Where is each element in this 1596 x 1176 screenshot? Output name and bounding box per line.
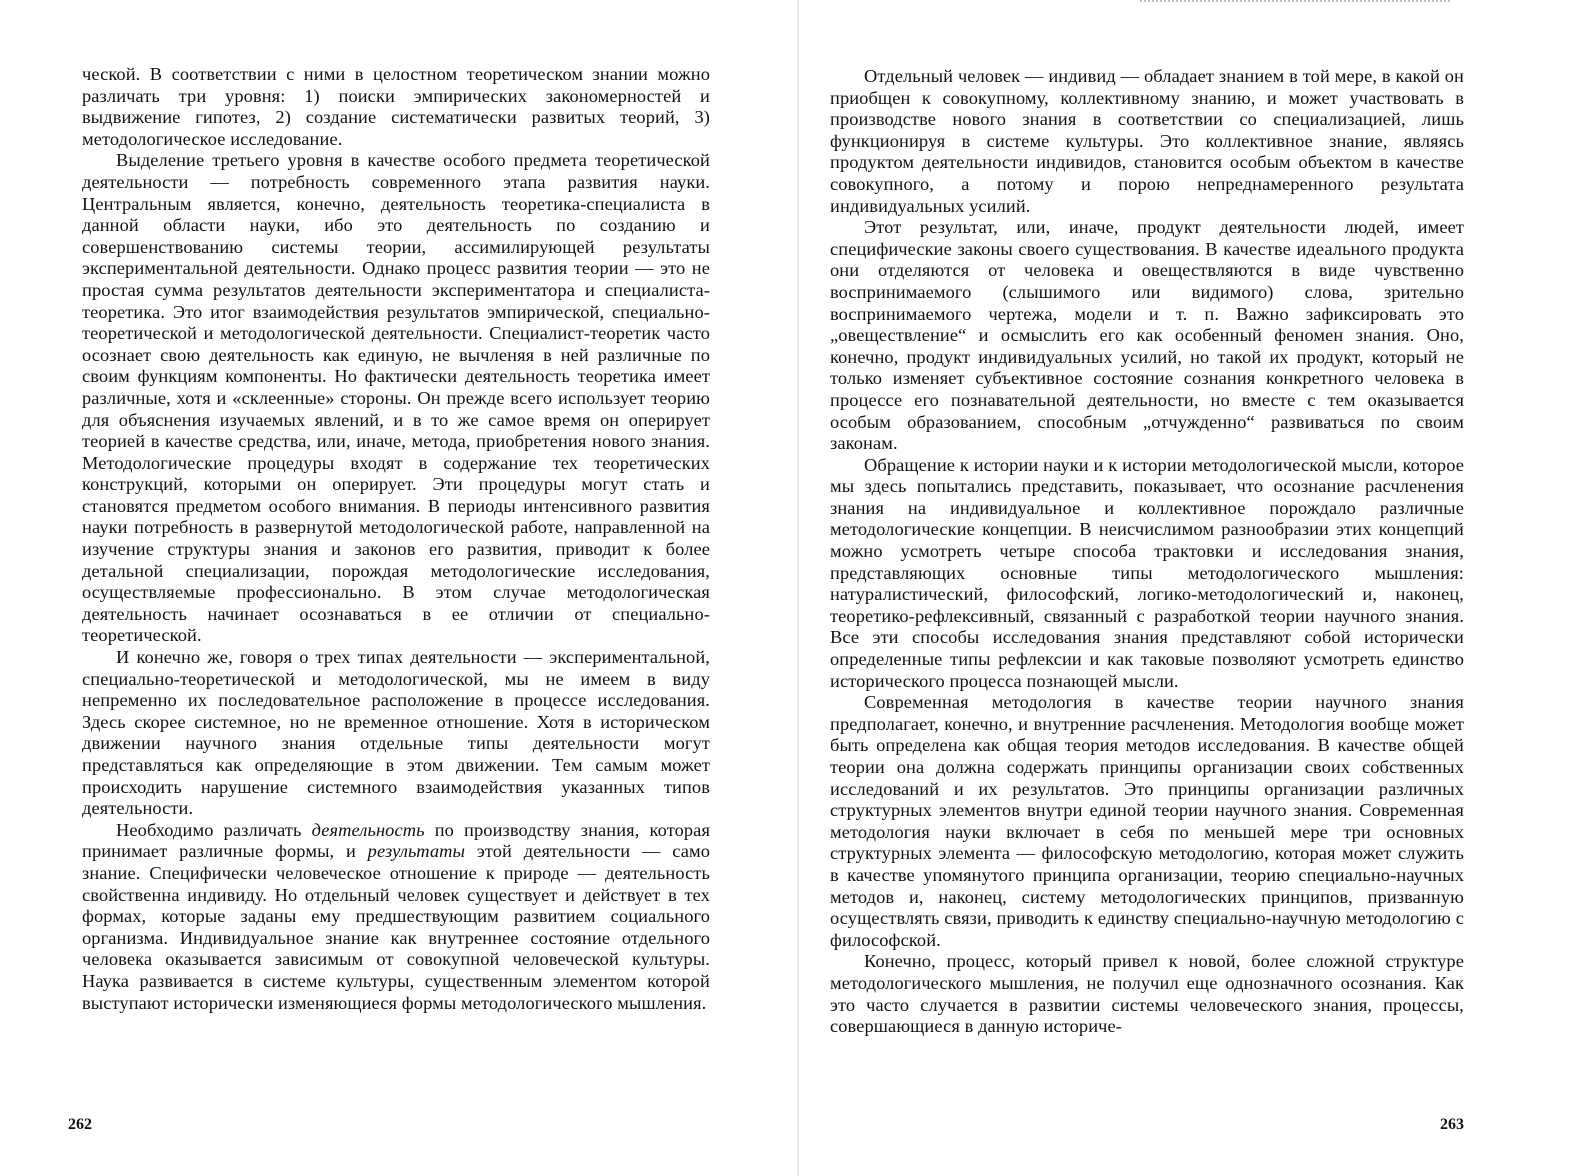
paragraph: Отдельный человек — индивид — обладает знанием в той мере, в какой он приобщен к совокупному, коллективному знанию, и может участвовать в производстве нового знания в соответствии со специализацией, лишь функционируя в системе культуры. Это коллективное знание, являясь продуктом деятельности индивидов, становится особым объектом в качестве совокупного, а потому и порою непреднамеренного результата индивидуальных усилий.: [830, 66, 1464, 216]
paragraph: Конечно, процесс, который привел к новой, более сложной структуре методологического мышления, не получил еще однозначного осознания. Как это часто случается в развитии системы человеческого знания, процессы, совершающиеся в данную историче-: [830, 951, 1464, 1037]
paragraph: Обращение к истории науки и к истории методологической мысли, которое мы здесь попытались представить, показывает, что осознание расчленения знания на индивидуальное и коллективное порождало различные методологические концепции. В неисчислимом разнообразии этих концепций можно усмотреть четыре способа трактовки и исследования знания, представляющих основные типы методологического мышления: натуралистический, философский, логико-методологический и, наконец, теоретико-рефлексивный, связанный с разработкой теории научного знания. Все эти способы исследования знания представляют собой исторически определенные типы рефлексии и как таковые позволяют усмотреть единство исторического процесса познающей мысли.: [830, 454, 1464, 691]
paragraph: Выделение третьего уровня в качестве особого предмета теоретической деятельности — потребность современного этапа развития науки. Центральным является, конечно, деятельность теоретика-специалиста в данной области науки, ибо это деятельность по созданию и совершенствованию системы теории, ассимилирующей результаты экспериментальной деятельности. Однако процесс развития теории — это не простая сумма результатов деятельности экспериментатора и специалиста-теоретика. Это итог взаимодействия результатов эмпирической, специально-теоретической и методологической деятельности. Специалист-теоретик часто осознает свою деятельность как единую, не вычленяя в ней различные по своим функциям компоненты. Но фактически деятельность теоретика имеет различные, хотя и «склеенные» стороны. Он прежде всего использует теорию для объяснения изучаемых явлений, и в то же самое время он оперирует теорией в качестве средства, или, иначе, метода, приобретения нового знания. Методологические процедуры входят в содержание тех теоретических конструкций, которыми он оперирует. Эти процедуры могут стать и становятся предметом особого внимания. В периоды интенсивного развития науки потребность в развернутой методологической работе, направленной на изучение структуры знания и законов его развития, приводит к более детальной специализации, порождая методологические исследования, осуществляемые профессионально. В этом случае методологическая деятельность начинает осознаваться в ее отличии от специально-теоретической.: [82, 150, 710, 646]
emphasis-activity: деятельность: [311, 819, 425, 840]
emphasis-results: результаты: [367, 841, 466, 862]
text-run: по производству знания, которая принимает различные формы, и: [82, 819, 710, 862]
paragraph: Этот результат, или, иначе, продукт деятельности людей, имеет специфические законы своего существования. В качестве идеального продукта они отделяются от человека и овеществляются в виде чувственно воспринимаемого (слышимого или видимого) слова, зрительно воспринимаемого чертежа, модели и т. п. Важно зафиксировать это „овеществление“ и осмыслить его как особенный феномен знания. Оно, конечно, продукт индивидуальных усилий, но такой их продукт, который не только изменяет субъективное состояние сознания конкретного человека в процессе его познавательной деятельности, но вместе с тем оказывается особым образованием, способным „отчужденно“ развиваться по своим законам.: [830, 217, 1464, 454]
text-run: этой деятельности — само знание. Специфически человеческое отношение к природе — деятельность свойственна индивиду. Но отдельный человек существует и действует в тех формах, которые заданы ему предшествующим развитием социального организма. Индивидуальное знание как внутреннее состояние отдельного человека оказывается зависимым от совокупной человеческой культуры. Наука развивается в системе культуры, существенным элементом которой выступают исторически изменяющиеся формы методологического мышления.: [82, 841, 710, 1013]
paragraph: Современная методология в качестве теории научного знания предполагает, конечно, и внутренние расчленения. Методология вообще может быть определена как общая теория методов исследования. В качестве общей теории она должна содержать принципы организации своих собственных исследований и их результатов. Это принципы организации различных структурных элементов внутри единой теории научного знания. Современная методология науки включает в себя по меньшей мере три основных структурных элемента — философскую методологию, которая может служить в качестве упомянутого принципа организации, теорию специально-научных методов и, наконец, систему методологических принципов, призванную осуществлять связи, приводить к единству специально-научную методологию с философской.: [830, 692, 1464, 950]
right-page-text: [830, 66, 1464, 1038]
paragraph: И конечно же, говоря о трех типах деятельности — экспериментальной, специально-теоретической и методологической, мы не имеем в виду непременно их последовательное расположение в процессе исследования. Здесь скорее системное, но не временное отношение. Хотя в историческом движении научного знания отдельные типы деятельности могут представляться как определяющие в этом движении. Тем самым может происходить нарушение системного взаимодействия указанных типов деятельности.: [82, 647, 710, 819]
page-number-left: 262: [68, 1116, 92, 1133]
page-number-right: 263: [1440, 1116, 1464, 1133]
paragraph: [82, 820, 710, 1014]
paragraph: ческой. В соответствии с ними в целостном теоретическом знании можно различать три уровня: 1) поиски эмпирических закономерностей и выдвижение гипотез, 2) создание систематически развитых теорий, 3) методологическое исследование.: [82, 64, 710, 149]
left-page-text: [82, 64, 710, 1014]
right-page: [798, 0, 1596, 1176]
text-run: Необходимо различать: [116, 819, 312, 840]
